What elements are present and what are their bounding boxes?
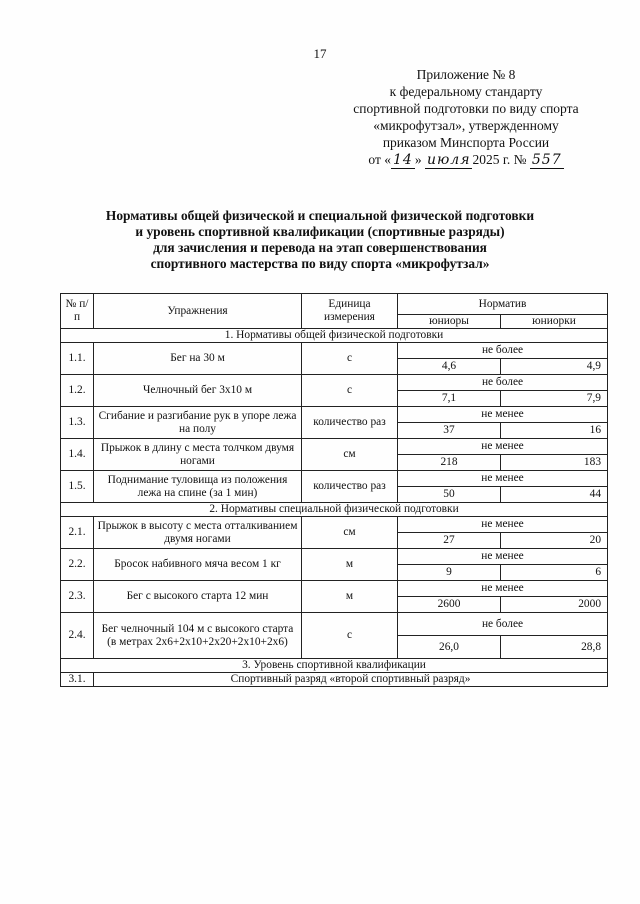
table-row	[61, 549, 608, 565]
section-title: 1. Нормативы общей физической подготовки	[61, 329, 608, 343]
appendix-line: спортивной подготовки по виду спорта	[353, 101, 579, 116]
value-juniors-m: 218	[398, 455, 501, 471]
row-unit: количество раз	[302, 407, 398, 439]
table-row	[61, 343, 608, 359]
value-juniors-m: 2600	[398, 597, 501, 613]
value-juniors-f: 44	[501, 487, 608, 503]
row-condition: не менее	[398, 517, 608, 533]
row-exercise: Поднимание туловища из положения лежа на спине (за 1 мин)	[94, 471, 302, 503]
appendix-title: Приложение № 8	[416, 67, 516, 82]
value-juniors-f: 7,9	[501, 391, 608, 407]
row-num: 2.2.	[61, 549, 94, 581]
appendix-header	[330, 66, 602, 169]
row-num: 2.3.	[61, 581, 94, 613]
row-condition: не более	[398, 343, 608, 359]
date-mid: »	[414, 152, 422, 167]
value-juniors-m: 27	[398, 533, 501, 549]
date-year: 2025 г. №	[472, 152, 527, 167]
row-unit: с	[302, 343, 398, 375]
row-num: 1.3.	[61, 407, 94, 439]
header-exercise: Упражнения	[94, 294, 302, 329]
header-juniors-f: юниорки	[501, 315, 608, 329]
row-num: 1.5.	[61, 471, 94, 503]
row-condition: не менее	[398, 471, 608, 487]
row-exercise: Прыжок в высоту с места отталкиванием двумя ногами	[94, 517, 302, 549]
table-row	[61, 471, 608, 487]
date-month: июля	[426, 152, 471, 168]
value-juniors-m: 4,6	[398, 359, 501, 375]
section-title: 2. Нормативы специальной физической подготовки	[61, 503, 608, 517]
norms-table	[60, 293, 608, 687]
value-juniors-m: 7,1	[398, 391, 501, 407]
table-row	[61, 375, 608, 391]
appendix-line: приказом Минспорта России	[382, 135, 550, 150]
section-row	[61, 329, 608, 343]
row-condition: не более	[398, 375, 608, 391]
section-title: 3. Уровень спортивной квалификации	[61, 659, 608, 673]
row-text: Спортивный разряд «второй спортивный разряд»	[94, 673, 608, 687]
section-row	[61, 503, 608, 517]
header-unit: Единица измерения	[302, 294, 398, 329]
value-juniors-m: 37	[398, 423, 501, 439]
header-juniors-m: юниоры	[398, 315, 501, 329]
row-unit: количество раз	[302, 471, 398, 503]
order-date-line	[330, 151, 602, 169]
value-juniors-f: 2000	[501, 597, 608, 613]
date-day: 14	[392, 152, 413, 168]
table-row	[61, 581, 608, 597]
header-num: № п/п	[61, 294, 94, 329]
row-unit: м	[302, 549, 398, 581]
value-juniors-f: 16	[501, 423, 608, 439]
table-row	[61, 407, 608, 423]
row-exercise: Сгибание и разгибание рук в упоре лежа на полу	[94, 407, 302, 439]
section-row	[61, 659, 608, 673]
value-juniors-m: 9	[398, 565, 501, 581]
row-unit: с	[302, 375, 398, 407]
appendix-line: к федеральному стандарту	[389, 84, 543, 99]
table-row	[61, 439, 608, 455]
row-exercise: Прыжок в длину с места толчком двумя ногами	[94, 439, 302, 471]
row-num: 1.4.	[61, 439, 94, 471]
row-unit: с	[302, 613, 398, 659]
row-unit: см	[302, 517, 398, 549]
value-juniors-m: 26,0	[398, 636, 501, 659]
row-num: 2.4.	[61, 613, 94, 659]
row-condition: не менее	[398, 407, 608, 423]
value-juniors-f: 6	[501, 565, 608, 581]
table-row	[61, 517, 608, 533]
row-condition: не менее	[398, 581, 608, 597]
page-number: 17	[313, 46, 327, 61]
document-title	[0, 208, 640, 272]
table-row	[61, 613, 608, 636]
value-juniors-f: 28,8	[501, 636, 608, 659]
date-prefix: от «	[368, 152, 391, 167]
title-line: и уровень спортивной квалификации (спортивные разряды)	[135, 224, 505, 239]
row-condition: не менее	[398, 549, 608, 565]
row-num: 1.1.	[61, 343, 94, 375]
header-norm: Норматив	[398, 294, 608, 315]
title-line: для зачисления и перевода на этап совершенствования	[153, 240, 487, 255]
row-condition: не более	[398, 613, 608, 636]
value-juniors-f: 4,9	[501, 359, 608, 375]
row-exercise: Бег с высокого старта 12 мин	[94, 581, 302, 613]
row-unit: см	[302, 439, 398, 471]
title-line: Нормативы общей физической и специальной физической подготовки	[105, 208, 535, 223]
table-row	[61, 673, 608, 687]
order-number: 557	[531, 152, 562, 168]
value-juniors-m: 50	[398, 487, 501, 503]
row-exercise: Бросок набивного мяча весом 1 кг	[94, 549, 302, 581]
row-unit: м	[302, 581, 398, 613]
row-num: 3.1.	[61, 673, 94, 687]
title-line: спортивного мастерства по виду спорта «микрофутзал»	[150, 256, 490, 271]
row-exercise: Бег челночный 104 м с высокого старта (в метрах 2х6+2х10+2х20+2х10+2х6)	[94, 613, 302, 659]
value-juniors-f: 183	[501, 455, 608, 471]
row-num: 2.1.	[61, 517, 94, 549]
table-body	[61, 329, 608, 687]
row-condition: не менее	[398, 439, 608, 455]
value-juniors-f: 20	[501, 533, 608, 549]
row-num: 1.2.	[61, 375, 94, 407]
appendix-line: «микрофутзал», утвержденному	[373, 118, 559, 133]
row-exercise: Челночный бег 3х10 м	[94, 375, 302, 407]
row-exercise: Бег на 30 м	[94, 343, 302, 375]
